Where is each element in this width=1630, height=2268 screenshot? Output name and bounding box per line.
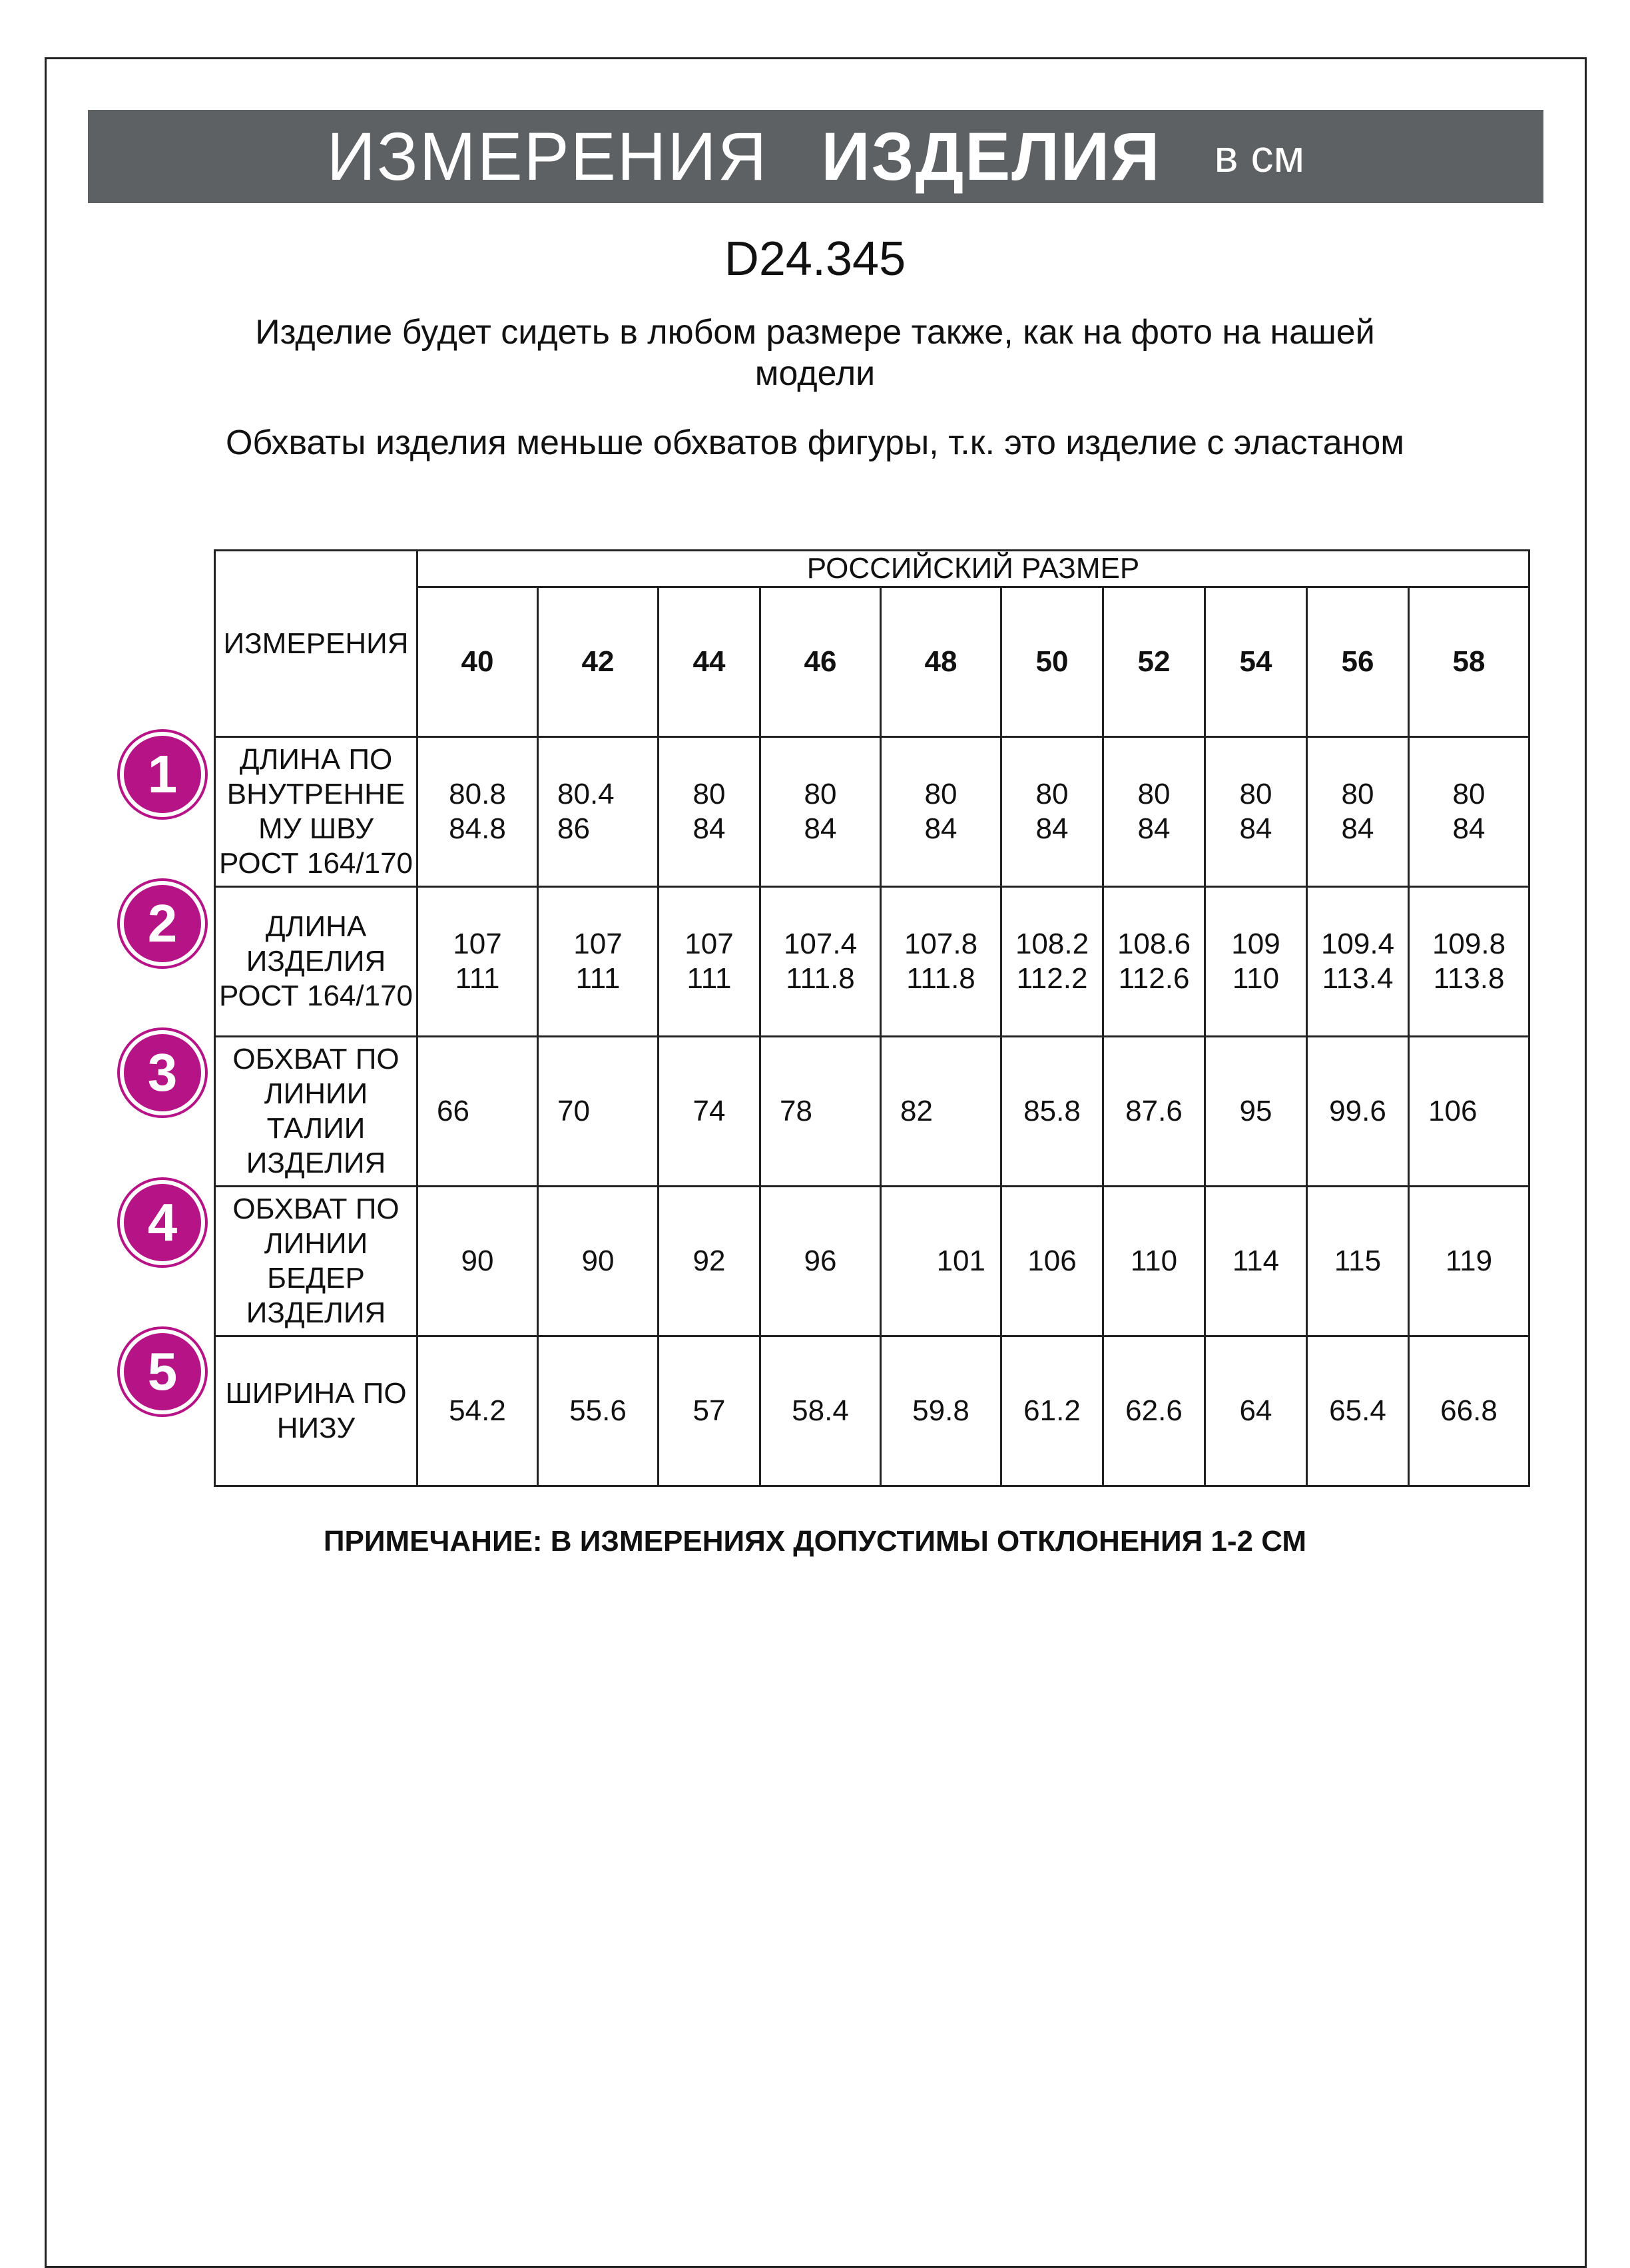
cell-value-secondary: 111.8 xyxy=(786,962,855,995)
cell-value: 101 xyxy=(936,1245,985,1277)
cell-value: 99.6 xyxy=(1329,1095,1386,1127)
cell-value: 108.6 xyxy=(1117,928,1191,960)
table-cell xyxy=(1307,1336,1409,1486)
size-header: 58 xyxy=(1409,587,1529,737)
table-row xyxy=(215,1336,1529,1486)
table-cell xyxy=(538,737,659,887)
table-cell xyxy=(1001,737,1103,887)
cell-value: 107 xyxy=(453,928,502,960)
cell-value: 80 xyxy=(692,778,726,810)
measurement-label: ДЛИНА ПО ВНУТРЕННЕ МУ ШВУ РОСТ 164/170 xyxy=(215,737,417,887)
table-cell xyxy=(1001,887,1103,1037)
size-header: 52 xyxy=(1103,587,1205,737)
cell-value: 64 xyxy=(1239,1394,1272,1427)
number-badge-icon: 5 xyxy=(120,1329,205,1414)
title-banner xyxy=(88,110,1543,203)
cell-value: 57 xyxy=(692,1394,726,1427)
cell-value: 107 xyxy=(573,928,623,960)
table-cell xyxy=(417,1037,538,1187)
table-cell xyxy=(1205,1187,1307,1336)
cell-value: 108.2 xyxy=(1015,928,1089,960)
size-header: 50 xyxy=(1001,587,1103,737)
cell-value-secondary: 111 xyxy=(686,962,732,995)
table-cell xyxy=(881,737,1001,887)
cell-value: 78 xyxy=(780,1095,812,1127)
cell-value: 70 xyxy=(557,1095,590,1127)
table-cell xyxy=(659,737,760,887)
cell-value: 110 xyxy=(1130,1245,1178,1277)
cell-value: 65.4 xyxy=(1329,1394,1386,1427)
table-cell xyxy=(760,887,881,1037)
cell-value: 55.6 xyxy=(569,1394,627,1427)
table-cell xyxy=(881,1336,1001,1486)
table-cell xyxy=(417,737,538,887)
cell-value-secondary: 84 xyxy=(1341,812,1374,845)
cell-value: 80 xyxy=(804,778,837,810)
cell-value: 80.8 xyxy=(449,778,506,810)
table-cell xyxy=(881,1187,1001,1336)
cell-value: 106 xyxy=(1027,1245,1077,1277)
table-cell xyxy=(1307,887,1409,1037)
table-cell xyxy=(1103,1037,1205,1187)
table-cell xyxy=(760,1037,881,1187)
table-cell xyxy=(417,1336,538,1486)
cell-value: 109.4 xyxy=(1320,928,1395,960)
cell-value: 80 xyxy=(1035,778,1069,810)
cell-value: 62.6 xyxy=(1125,1394,1183,1427)
table-cell xyxy=(1001,1336,1103,1486)
table-cell xyxy=(659,1037,760,1187)
table-cell xyxy=(1409,887,1529,1037)
table-cell xyxy=(1205,887,1307,1037)
size-header: 42 xyxy=(538,587,659,737)
cell-value: 107.8 xyxy=(904,928,978,960)
table-cell xyxy=(1409,1187,1529,1336)
number-badge-icon: 2 xyxy=(120,881,205,966)
table-cell xyxy=(1205,1037,1307,1187)
table-cell xyxy=(881,887,1001,1037)
measurement-label: ОБХВАТ ПО ЛИНИИ БЕДЕР ИЗДЕЛИЯ xyxy=(215,1187,417,1336)
cell-value: 66.8 xyxy=(1440,1394,1497,1427)
cell-value-secondary: 84 xyxy=(692,812,726,845)
table-cell xyxy=(1409,1336,1529,1486)
banner-word-1: ИЗМЕРЕНИЯ xyxy=(326,118,768,194)
measurement-label: ШИРИНА ПО НИЗУ xyxy=(215,1336,417,1486)
cell-value-secondary: 111.8 xyxy=(906,962,975,995)
table-cell xyxy=(538,1037,659,1187)
table-cell xyxy=(417,887,538,1037)
cell-value: 92 xyxy=(692,1245,726,1277)
table-cell xyxy=(1205,737,1307,887)
cell-value: 95 xyxy=(1239,1095,1272,1127)
cell-value: 80 xyxy=(1239,778,1272,810)
banner-word-2: ИЗДЕЛИЯ xyxy=(821,118,1161,194)
table-cell xyxy=(417,1187,538,1336)
fit-note: Изделие будет сидеть в любом размере также, как на фото на нашей модели xyxy=(255,313,1375,393)
cell-value-secondary: 84 xyxy=(804,812,837,845)
table-cell xyxy=(1103,887,1205,1037)
measurement-label: ОБХВАТ ПО ЛИНИИ ТАЛИИ ИЗДЕЛИЯ xyxy=(215,1037,417,1187)
cell-value: 80 xyxy=(1452,778,1486,810)
cell-value: 109.8 xyxy=(1432,928,1506,960)
table-row xyxy=(215,737,1529,887)
table-cell xyxy=(538,1187,659,1336)
cell-value-secondary: 111 xyxy=(455,962,500,995)
table-cell xyxy=(1103,737,1205,887)
banner-unit: в см xyxy=(1214,131,1305,182)
cell-value-secondary: 111 xyxy=(575,962,621,995)
cell-value: 54.2 xyxy=(449,1394,506,1427)
table-row xyxy=(215,1187,1529,1336)
table-cell xyxy=(1205,1336,1307,1486)
cell-value-secondary: 113.4 xyxy=(1322,962,1394,995)
cell-value: 58.4 xyxy=(792,1394,849,1427)
cell-value-secondary: 86 xyxy=(557,812,590,845)
cell-value: 119 xyxy=(1445,1245,1493,1277)
table-cell xyxy=(1409,1037,1529,1187)
table-cell xyxy=(760,1336,881,1486)
cell-value-secondary: 84 xyxy=(924,812,957,845)
measurement-label: ДЛИНА ИЗДЕЛИЯ РОСТ 164/170 xyxy=(215,887,417,1037)
cell-value: 115 xyxy=(1334,1245,1382,1277)
table-cell xyxy=(1307,1187,1409,1336)
cell-value-secondary: 112.2 xyxy=(1016,962,1088,995)
table-cell xyxy=(538,887,659,1037)
size-header: 46 xyxy=(760,587,881,737)
size-header: 54 xyxy=(1205,587,1307,737)
table-cell xyxy=(1001,1037,1103,1187)
number-badge-icon: 4 xyxy=(120,1180,205,1265)
table-cell xyxy=(760,737,881,887)
cell-value: 61.2 xyxy=(1023,1394,1081,1427)
size-header: 44 xyxy=(659,587,760,737)
number-badge-icon: 3 xyxy=(120,1030,205,1115)
measurements-header: ИЗМЕРЕНИЯ xyxy=(215,551,417,737)
table-cell xyxy=(1307,737,1409,887)
cell-value: 107 xyxy=(684,928,734,960)
footnote: ПРИМЕЧАНИЕ: В ИЗМЕРЕНИЯХ ДОПУСТИМЫ ОТКЛОНЕНИЯ 1-2 СМ xyxy=(323,1525,1307,1558)
cell-value: 80 xyxy=(1137,778,1171,810)
cell-value: 66 xyxy=(437,1095,469,1127)
number-badge-icon: 1 xyxy=(120,732,205,817)
table-cell xyxy=(881,1037,1001,1187)
cell-value: 80 xyxy=(924,778,957,810)
cell-value-secondary: 110 xyxy=(1232,962,1280,995)
elastane-note: Обхваты изделия меньше обхватов фигуры, т.к. это изделие с эластаном xyxy=(225,424,1405,462)
cell-value-secondary: 84 xyxy=(1452,812,1486,845)
cell-value: 87.6 xyxy=(1125,1095,1183,1127)
cell-value: 85.8 xyxy=(1023,1095,1081,1127)
table-cell xyxy=(1103,1336,1205,1486)
table-cell xyxy=(659,1187,760,1336)
cell-value: 82 xyxy=(900,1095,933,1127)
table-cell xyxy=(1001,1187,1103,1336)
cell-value: 74 xyxy=(692,1095,726,1127)
cell-value-secondary: 84 xyxy=(1035,812,1069,845)
table-row xyxy=(215,887,1529,1037)
cell-value: 106 xyxy=(1428,1095,1478,1127)
table-cell xyxy=(1409,737,1529,887)
article-code: D24.345 xyxy=(724,232,906,286)
cell-value: 80 xyxy=(1341,778,1374,810)
cell-value: 90 xyxy=(461,1245,494,1277)
table-cell xyxy=(538,1336,659,1486)
cell-value: 90 xyxy=(581,1245,615,1277)
size-table xyxy=(214,549,1530,1487)
cell-value: 107.4 xyxy=(783,928,858,960)
size-header: 40 xyxy=(417,587,538,737)
size-group-header: РОССИЙСКИЙ РАЗМЕР xyxy=(417,551,1529,587)
table-cell xyxy=(1307,1037,1409,1187)
size-header: 48 xyxy=(881,587,1001,737)
cell-value: 80.4 xyxy=(557,778,615,810)
cell-value-secondary: 84 xyxy=(1137,812,1171,845)
cell-value-secondary: 112.6 xyxy=(1118,962,1190,995)
table-cell xyxy=(659,887,760,1037)
cell-value-secondary: 84 xyxy=(1239,812,1272,845)
table-cell xyxy=(659,1336,760,1486)
cell-value: 109 xyxy=(1231,928,1280,960)
size-header: 56 xyxy=(1307,587,1409,737)
cell-value: 114 xyxy=(1232,1245,1280,1277)
table-row xyxy=(215,1037,1529,1187)
cell-value: 59.8 xyxy=(912,1394,969,1427)
table-cell xyxy=(1103,1187,1205,1336)
cell-value: 96 xyxy=(804,1245,837,1277)
table-cell xyxy=(760,1187,881,1336)
cell-value-secondary: 84.8 xyxy=(449,812,506,845)
cell-value-secondary: 113.8 xyxy=(1433,962,1505,995)
